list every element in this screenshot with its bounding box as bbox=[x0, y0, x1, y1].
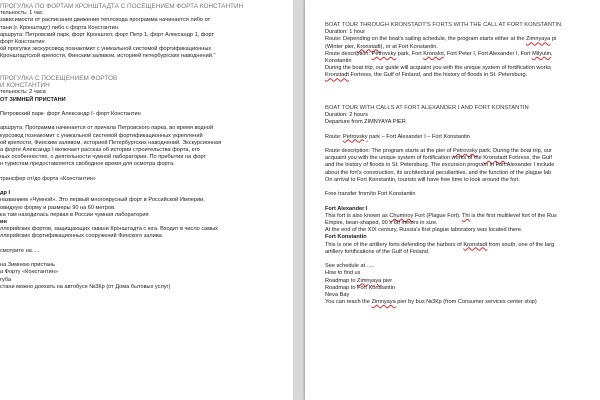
text-segment: acquaint you with the unique system of fortification works of the bbox=[325, 155, 484, 162]
text-line bbox=[325, 263, 596, 270]
spellcheck-word: Milyutin bbox=[532, 50, 552, 57]
line-spacer bbox=[325, 141, 596, 148]
text-line: Кронштадтской крепости, Финским заливом, историей петербургских наводнений." bbox=[0, 53, 216, 60]
text-segment: Fortress, the Gulf of Finland, and the history of floods in St. Petersburg. bbox=[348, 72, 528, 79]
text-line bbox=[325, 220, 596, 227]
text-line: тани (г. Кронштадт) либо с форта Константин. bbox=[0, 24, 120, 31]
spellcheck-word: Chumnoy bbox=[389, 212, 414, 219]
text-line bbox=[325, 213, 596, 220]
text-segment: Fortress, the Gulf bbox=[507, 155, 552, 162]
line-spacer bbox=[0, 68, 289, 75]
text-segment: BOAT TOUR WITH CALLS AT FORT ALEXANDER I AND FORT KONSTANTIN bbox=[325, 104, 529, 111]
text-segment: See schedule at ..... bbox=[325, 263, 375, 270]
text-segment: Roadmap to bbox=[325, 277, 358, 284]
text-segment: Empire, bean-shaped, 90 x 60 meters in size. bbox=[325, 220, 438, 226]
text-segment: about the fort's construction, its architectural peculiarities, and the function of the plague lab bbox=[325, 169, 552, 176]
russian-document-body bbox=[0, 0, 293, 291]
text-segment: You can reach the bbox=[325, 299, 372, 306]
text-segment: pier bbox=[381, 277, 393, 284]
text-line: а Форту «Константин» bbox=[0, 269, 58, 276]
text-line bbox=[325, 36, 596, 43]
line-spacer bbox=[0, 61, 289, 68]
spellcheck-word: Petrovsky bbox=[371, 50, 397, 57]
section-heading: ПРОГУЛКА С ПОСЕЩЕНИЕМ ФОРТОВ bbox=[0, 75, 118, 82]
spellcheck-word: Kronslot bbox=[423, 50, 444, 57]
text-segment: Route: Depending on the boat's sailing schedule, the program starts either at the bbox=[325, 36, 527, 43]
line-spacer bbox=[325, 98, 596, 105]
text-line: ллерийских фортов, защищающих гавани Кронштадта с юга. Входит в число самых bbox=[0, 226, 218, 233]
text-line bbox=[325, 292, 596, 299]
text-line: трансфер от/до форта «Константин» bbox=[0, 175, 96, 182]
text-line bbox=[325, 112, 596, 119]
line-spacer bbox=[0, 169, 289, 176]
text-segment: and the history of floods in St. Petersburg. The excursion program in Fort Alexander I include bbox=[325, 162, 555, 169]
spellcheck-word: Petrovsky bbox=[343, 133, 368, 140]
line-spacer bbox=[325, 256, 596, 263]
text-segment: Fort Alexander I bbox=[325, 205, 368, 212]
text-line: ой крепости, Финским заливом, историей Петербургских наводнений. Экскурсионная bbox=[0, 139, 222, 146]
text-segment: is the first multilevel fort of the Rus bbox=[469, 212, 557, 219]
spellcheck-word: Petrovsky bbox=[453, 148, 478, 154]
text-line: н туристам предоставляется свободное время для осмотра форта. bbox=[0, 161, 175, 168]
text-line bbox=[325, 285, 596, 292]
text-segment: pier by bus №3Кр (from Consumer services center stop) bbox=[395, 299, 537, 306]
spellcheck-word: Zimnyaya bbox=[526, 36, 551, 43]
text-segment: This fort is also known as bbox=[325, 212, 390, 219]
text-line: ОТ ЗИМНЕЙ ПРИСТАНИ bbox=[0, 96, 66, 103]
line-spacer bbox=[325, 126, 596, 133]
text-line bbox=[325, 58, 596, 65]
text-line: смотрите на..... bbox=[0, 247, 40, 254]
spellcheck-word: Zimnyaya bbox=[371, 299, 396, 306]
text-segment: Free transfer from/to Fort Konstantin bbox=[325, 191, 416, 198]
text-line: ин bbox=[0, 219, 7, 225]
text-line: ой прогулки экскурсовод познакомит с уникальной системой фортификационных bbox=[0, 46, 212, 53]
text-line bbox=[325, 162, 596, 169]
text-segment: , bbox=[551, 50, 553, 57]
text-line bbox=[325, 242, 596, 249]
text-line: названием «Чумной». Это первый многоярусный форт в Российской Империи, bbox=[0, 197, 205, 204]
text-line bbox=[325, 249, 596, 256]
text-segment: On arrival to Fort Konstantin, tourists will have free time to look around the fort. bbox=[325, 176, 520, 183]
text-line bbox=[325, 227, 596, 234]
text-segment: During the boat trip, our guide will acquaint you with the unique system of fortification works bbox=[325, 65, 552, 72]
text-line: ллерийских фортификационных сооружений Финского залива. bbox=[0, 233, 164, 240]
text-line: аршрута: Программа начинается от причала Петровского парка, во время водной bbox=[0, 125, 213, 132]
spellcheck-word: Kronstadt bbox=[483, 155, 508, 162]
line-spacer bbox=[325, 198, 596, 205]
english-document-page bbox=[305, 0, 600, 400]
line-spacer bbox=[0, 255, 289, 262]
line-spacer bbox=[0, 183, 289, 190]
text-line bbox=[325, 234, 596, 241]
text-segment: Departure from ZIMNYAYA PIER bbox=[325, 119, 406, 126]
text-line bbox=[325, 29, 596, 36]
text-line bbox=[325, 148, 596, 155]
text-segment: Roadmap to Fort Konstantin bbox=[325, 284, 395, 291]
text-segment: At the end of the XIX century, Russia's first plague laboratory was located there. bbox=[325, 227, 523, 234]
text-segment: Fort (Plague Fort). bbox=[413, 212, 463, 219]
text-line: стани можно доехать на автобусе №3Кр (от Дома бытовых услуг) bbox=[0, 283, 171, 290]
text-line: овидную форму и размеры 90 на 60 метров. bbox=[0, 204, 116, 211]
section-heading bbox=[325, 22, 596, 29]
text-segment: This is one of the artillery forts defending the harbors of bbox=[325, 241, 464, 248]
text-line bbox=[325, 44, 596, 51]
text-segment: park – Fort Alexander I – Fort Konstantin bbox=[367, 133, 470, 140]
text-line: др I bbox=[0, 190, 11, 197]
text-segment: , Fort Peter I, Fort Alexander I, Fort bbox=[443, 50, 533, 57]
russian-document-page bbox=[0, 0, 293, 400]
text-line: а форте Александр I включает рассказ об истории строительства форта, его bbox=[0, 147, 200, 153]
section-heading: ПРОГУЛКА ПО ФОРТАМ КРОНШТАДТА С ПОСЕЩЕНИЕМ ФОРТА КОНСТАНТИН bbox=[0, 3, 244, 10]
line-spacer bbox=[325, 184, 596, 191]
text-line bbox=[325, 170, 596, 177]
text-line: ка там находилась первая в России чумная лаборатория bbox=[0, 211, 149, 218]
text-line bbox=[325, 72, 596, 79]
spellcheck-word: Zimnyaya bbox=[357, 277, 382, 284]
text-segment: artillery fortifications of the Gulf of Finland. bbox=[325, 248, 430, 255]
line-spacer bbox=[0, 104, 289, 111]
text-segment: Konstantin bbox=[325, 58, 352, 65]
text-line bbox=[325, 65, 596, 72]
text-line bbox=[325, 155, 596, 162]
spellcheck-word: Kronstadt bbox=[356, 43, 381, 50]
text-line bbox=[325, 51, 596, 58]
english-document-body bbox=[305, 0, 600, 306]
text-line bbox=[325, 119, 596, 126]
text-line: аршрута: Петровский парк, форт Кроншлот, форт Петр 1, форт Александр 1, форт bbox=[0, 31, 215, 38]
text-segment: Route: bbox=[325, 133, 344, 140]
text-line: тельность: 1 час bbox=[0, 10, 43, 17]
text-line bbox=[325, 299, 596, 306]
text-line: на Зимнюю пристань bbox=[0, 262, 55, 269]
text-line: губа bbox=[0, 276, 12, 283]
spellcheck-word: Thi bbox=[462, 212, 470, 219]
section-heading bbox=[325, 105, 596, 112]
text-segment: from south, one of the larg bbox=[487, 241, 555, 248]
text-line bbox=[325, 177, 596, 184]
text-segment: ), or at Fort Konstantin. bbox=[380, 43, 438, 50]
text-line: ных особенностях, о деятельности чумной лаборатории. По прибытии на форт bbox=[0, 154, 207, 161]
text-segment: BOAT TOUR THROUGH KRONSTADT'S FORTS WITH THE CALL AT FORT KONSTANTIN bbox=[325, 22, 562, 28]
text-line: форт Константин bbox=[0, 39, 45, 46]
text-segment: pi bbox=[550, 36, 557, 43]
text-line bbox=[325, 191, 596, 198]
text-line: Петровский парк- форт Александр I- форт Константин bbox=[0, 111, 141, 117]
text-line bbox=[325, 134, 596, 141]
text-line bbox=[325, 270, 596, 277]
text-line bbox=[325, 278, 596, 285]
text-segment: (Winter pier, bbox=[325, 43, 357, 50]
text-segment: Fort Konstantin bbox=[325, 234, 367, 241]
text-segment: Route description: The program starts at the pier of bbox=[325, 148, 453, 154]
section-heading: И КОНСТАНТИН bbox=[0, 82, 50, 90]
page-gutter bbox=[293, 0, 305, 400]
text-segment: How to find us bbox=[325, 270, 361, 277]
text-line bbox=[325, 206, 596, 213]
text-segment: Neva Bay bbox=[325, 292, 350, 299]
text-segment: Duration: 2 hours bbox=[325, 112, 368, 119]
text-line: курсовод познакомит с уникальной системой фортификационных укреплений bbox=[0, 132, 203, 139]
text-segment: Duration: 1 hour bbox=[325, 29, 366, 36]
text-line: зависимости от расписания движения теплохода программа начинается либо от bbox=[0, 17, 211, 24]
text-segment: park. During the boat trip, our bbox=[477, 148, 552, 154]
spellcheck-word: Kronstadt bbox=[463, 241, 488, 248]
spellcheck-word: Kronstadt bbox=[325, 72, 349, 79]
line-spacer bbox=[0, 241, 289, 248]
text-segment: park, Fort bbox=[396, 50, 424, 57]
text-segment: Route description: bbox=[325, 50, 372, 57]
line-spacer bbox=[325, 80, 596, 98]
text-line: тельность: 2 часа bbox=[0, 89, 46, 96]
